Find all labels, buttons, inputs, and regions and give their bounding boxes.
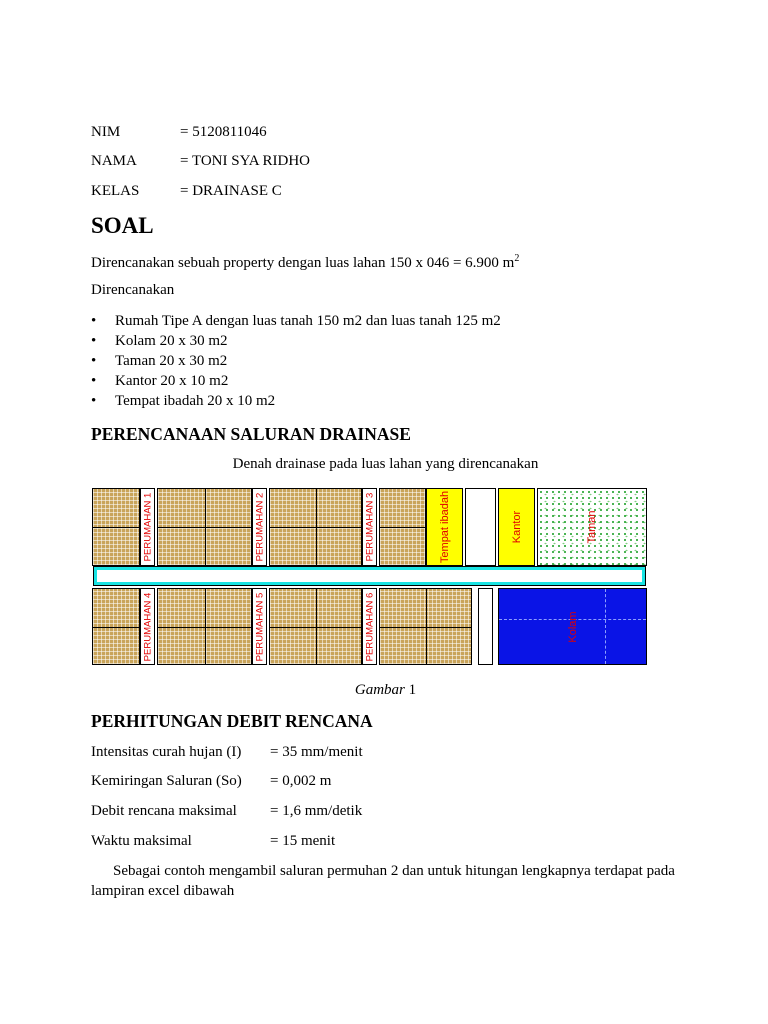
house-block <box>379 588 472 665</box>
paragraph-line: Sebagai contoh mengambil saluran permuhan 2 dan untuk hitungan lengkapnya terdapat pada <box>113 863 675 879</box>
drainage-plan-figure <box>91 487 649 667</box>
kelas-label: KELAS <box>91 183 140 199</box>
perumahan-6-label-box <box>362 588 377 665</box>
caption-italic: Gambar <box>354 682 405 698</box>
perumahan-3-label: PERUMAHAN 3 <box>364 492 375 562</box>
perumahan-2-label-box <box>252 488 267 566</box>
empty-plot <box>465 488 496 566</box>
paragraph-line: lampiran excel dibawah <box>91 883 235 899</box>
nim-label: NIM <box>91 124 121 140</box>
nim-value: = 5120811046 <box>180 124 267 140</box>
list-item: • Tempat ibadah 20 x 10 m2 <box>91 391 501 411</box>
empty-plot <box>478 588 493 665</box>
figure-title: Denah drainase pada luas lahan yang direncanakan <box>232 456 539 472</box>
perhitungan-heading: PERHITUNGAN DEBIT RENCANA <box>91 711 373 731</box>
row-label: Kemiringan Saluran (So) <box>91 773 242 789</box>
taman-label: Taman <box>586 510 598 544</box>
house-block <box>157 488 252 566</box>
house-block <box>157 588 252 665</box>
caption-number: 1 <box>404 682 417 698</box>
house-block <box>269 488 362 566</box>
kolam-label: Kolam <box>566 610 579 643</box>
soal-heading: SOAL <box>91 213 154 238</box>
tempat-ibadah-label: Tempat ibadah <box>438 490 451 564</box>
house-block <box>92 588 140 665</box>
row-label: Intensitas curah hujan (I) <box>91 744 242 760</box>
row-value: = 15 menit <box>270 833 336 849</box>
main-drainage-channel <box>94 567 645 585</box>
row-label: Debit rencana maksimal <box>91 803 237 819</box>
kantor-label: Kantor <box>510 510 523 544</box>
kantor-block <box>498 488 535 566</box>
kelas-value: = DRAINASE C <box>180 183 282 199</box>
figure-caption <box>91 681 680 699</box>
perumahan-6-label: PERUMAHAN 6 <box>364 592 375 661</box>
row-value: = 0,002 m <box>270 773 332 789</box>
house-block <box>269 588 362 665</box>
list-item: • Kolam 20 x 30 m2 <box>91 331 501 351</box>
perumahan-1-label-box <box>140 488 155 566</box>
perumahan-4-label-box <box>140 588 155 665</box>
perumahan-1-label: PERUMAHAN 1 <box>142 492 153 562</box>
soal-intro <box>91 250 519 272</box>
perumahan-2-label: PERUMAHAN 2 <box>254 492 265 562</box>
soal-intro-sup: 2 <box>514 253 520 264</box>
row-label: Waktu maksimal <box>91 833 192 849</box>
list-item: • Taman 20 x 30 m2 <box>91 351 501 371</box>
direncanakan-text: Direncanakan <box>91 282 175 298</box>
taman-block <box>537 488 647 566</box>
nama-label: NAMA <box>91 153 137 169</box>
soal-intro-text: Direncanakan sebuah property dengan luas lahan 150 x 046 = 6.900 m <box>91 255 515 271</box>
perumahan-5-label: PERUMAHAN 5 <box>254 592 265 661</box>
nama-value: = TONI SYA RIDHO <box>180 153 311 169</box>
house-block <box>92 488 140 566</box>
list-item: • Kantor 20 x 10 m2 <box>91 371 501 391</box>
perumahan-3-label-box <box>362 488 377 566</box>
plan-list <box>91 311 501 411</box>
perencanaan-heading: PERENCANAAN SALURAN DRAINASE <box>91 424 411 444</box>
house-block <box>379 488 426 566</box>
row-value: = 1,6 mm/detik <box>270 803 363 819</box>
tempat-ibadah-block <box>426 488 463 566</box>
list-item: • Rumah Tipe A dengan luas tanah 150 m2 dan luas tanah 125 m2 <box>91 311 501 331</box>
row-value: = 35 mm/menit <box>270 744 363 760</box>
perumahan-4-label: PERUMAHAN 4 <box>142 592 153 661</box>
kolam-block <box>498 588 647 665</box>
kolam-grid-line <box>605 589 606 664</box>
perumahan-5-label-box <box>252 588 267 665</box>
